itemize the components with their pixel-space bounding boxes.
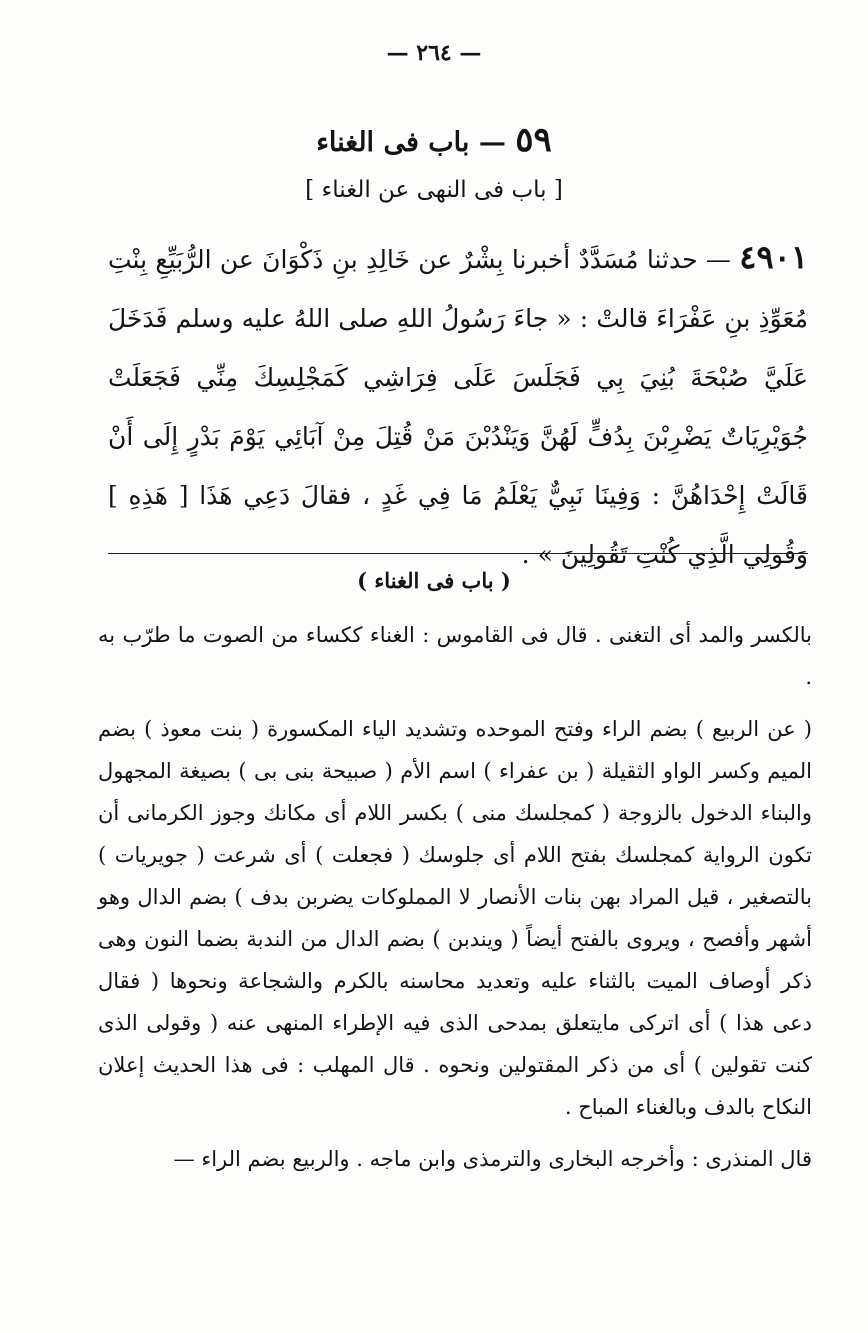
commentary-title: ( باب فى الغناء ): [357, 568, 511, 593]
chapter-separator: —: [478, 127, 506, 158]
chapter-heading: [0, 120, 868, 160]
separator-rule: [108, 553, 808, 554]
hadith-text: — حدثنا مُسَدَّدٌ أخبرنا بِشْرٌ عن خَالِدِ بنِ ذَكْوَانَ عن الرُّبَيِّعِ بِنْتِ مُعَوِّذِ بنِ عَفْرَاءَ قالتْ : « جاءَ رَسُولُ اللهِ صلى اللهُ عليه وسلم فَدَخَلَ عَلَيَّ صُبْحَةَ بُنِيَ بِي فَجَلَسَ عَلَى فِرَاشِي كَمَجْلِسِكَ مِنِّي فَجَعَلَتْ جُوَيْرِيَاتٌ يَضْرِبْنَ بِدُفٍّ لَهُنَّ وَيَنْدُبْنَ مَنْ قُتِلَ مِنْ آبَائِي يَوْمَ بَدْرٍ إِلَى أَنْ قَالَتْ إِحْدَاهُنَّ : وَفِينَا نَبِيٌّ يَعْلَمُ مَا فِي غَدٍ ، فقالَ دَعِي هَذَا [ هَذِهِ ] وَقُولِي الَّذِي كُنْتِ تَقُولِينَ » .: [108, 245, 808, 569]
page-number: — ٢٦٤ —: [386, 40, 482, 66]
chapter-title: باب فى الغناء: [316, 127, 470, 158]
section-subtitle: [ باب فى النهى عن الغناء ]: [305, 177, 563, 203]
commentary-paragraph: قال المنذرى : وأخرجه البخارى والترمذى وابن ماجه . والربيع بضم الراء —: [173, 1147, 812, 1171]
hadith-number: ٤٩٠١: [739, 238, 808, 276]
commentary-block: [98, 614, 812, 1180]
commentary-paragraph: ( عن الربيع ) بضم الراء وفتح الموحده وتشديد الياء المكسورة ( بنت معوذ ) بضم الميم وكسر الواو الثقيلة ( بن عفراء ) اسم الأم ( صبيحة بنى بى ) بصيغة المجهول والبناء الدخول بالزوجة ( كمجلسك منى ) بكسر اللام أى مكانك وجوز الكرمانى أن تكون الرواية كمجلسك بفتح اللام أى جلوسك ( فجعلت ) أى شرعت ( جويريات ) بالتصغير ، قيل المراد بهن بنات الأنصار لا المملوكات يضربن بدف ) بضم الدال وهو أشهر وأفصح ، ويروى بالفتح أيضاً ( ويندبن ) بضم الدال من الندبة بضما النون وهى ذكر أوصاف الميت بالثناء عليه وتعديد محاسنه بالكرم والشجاعة ونحوها ( فقال دعى هذا ) أى اتركى مايتعلق بمدحى الذى فيه الإطراء المنهى عنه ( وقولى الذى كنت تقولين ) أى من ذكر المقتولين ونحوه . قال المهلب : فى هذا الحديث إعلان النكاح بالدف وبالغناء المباح .: [98, 717, 812, 1119]
chapter-number: ٥٩: [515, 120, 552, 160]
hadith-text-block: [108, 228, 808, 584]
commentary-paragraph: بالكسر والمد أى التغنى . قال فى القاموس : الغناء ككساء من الصوت ما طرّب به .: [98, 623, 812, 689]
